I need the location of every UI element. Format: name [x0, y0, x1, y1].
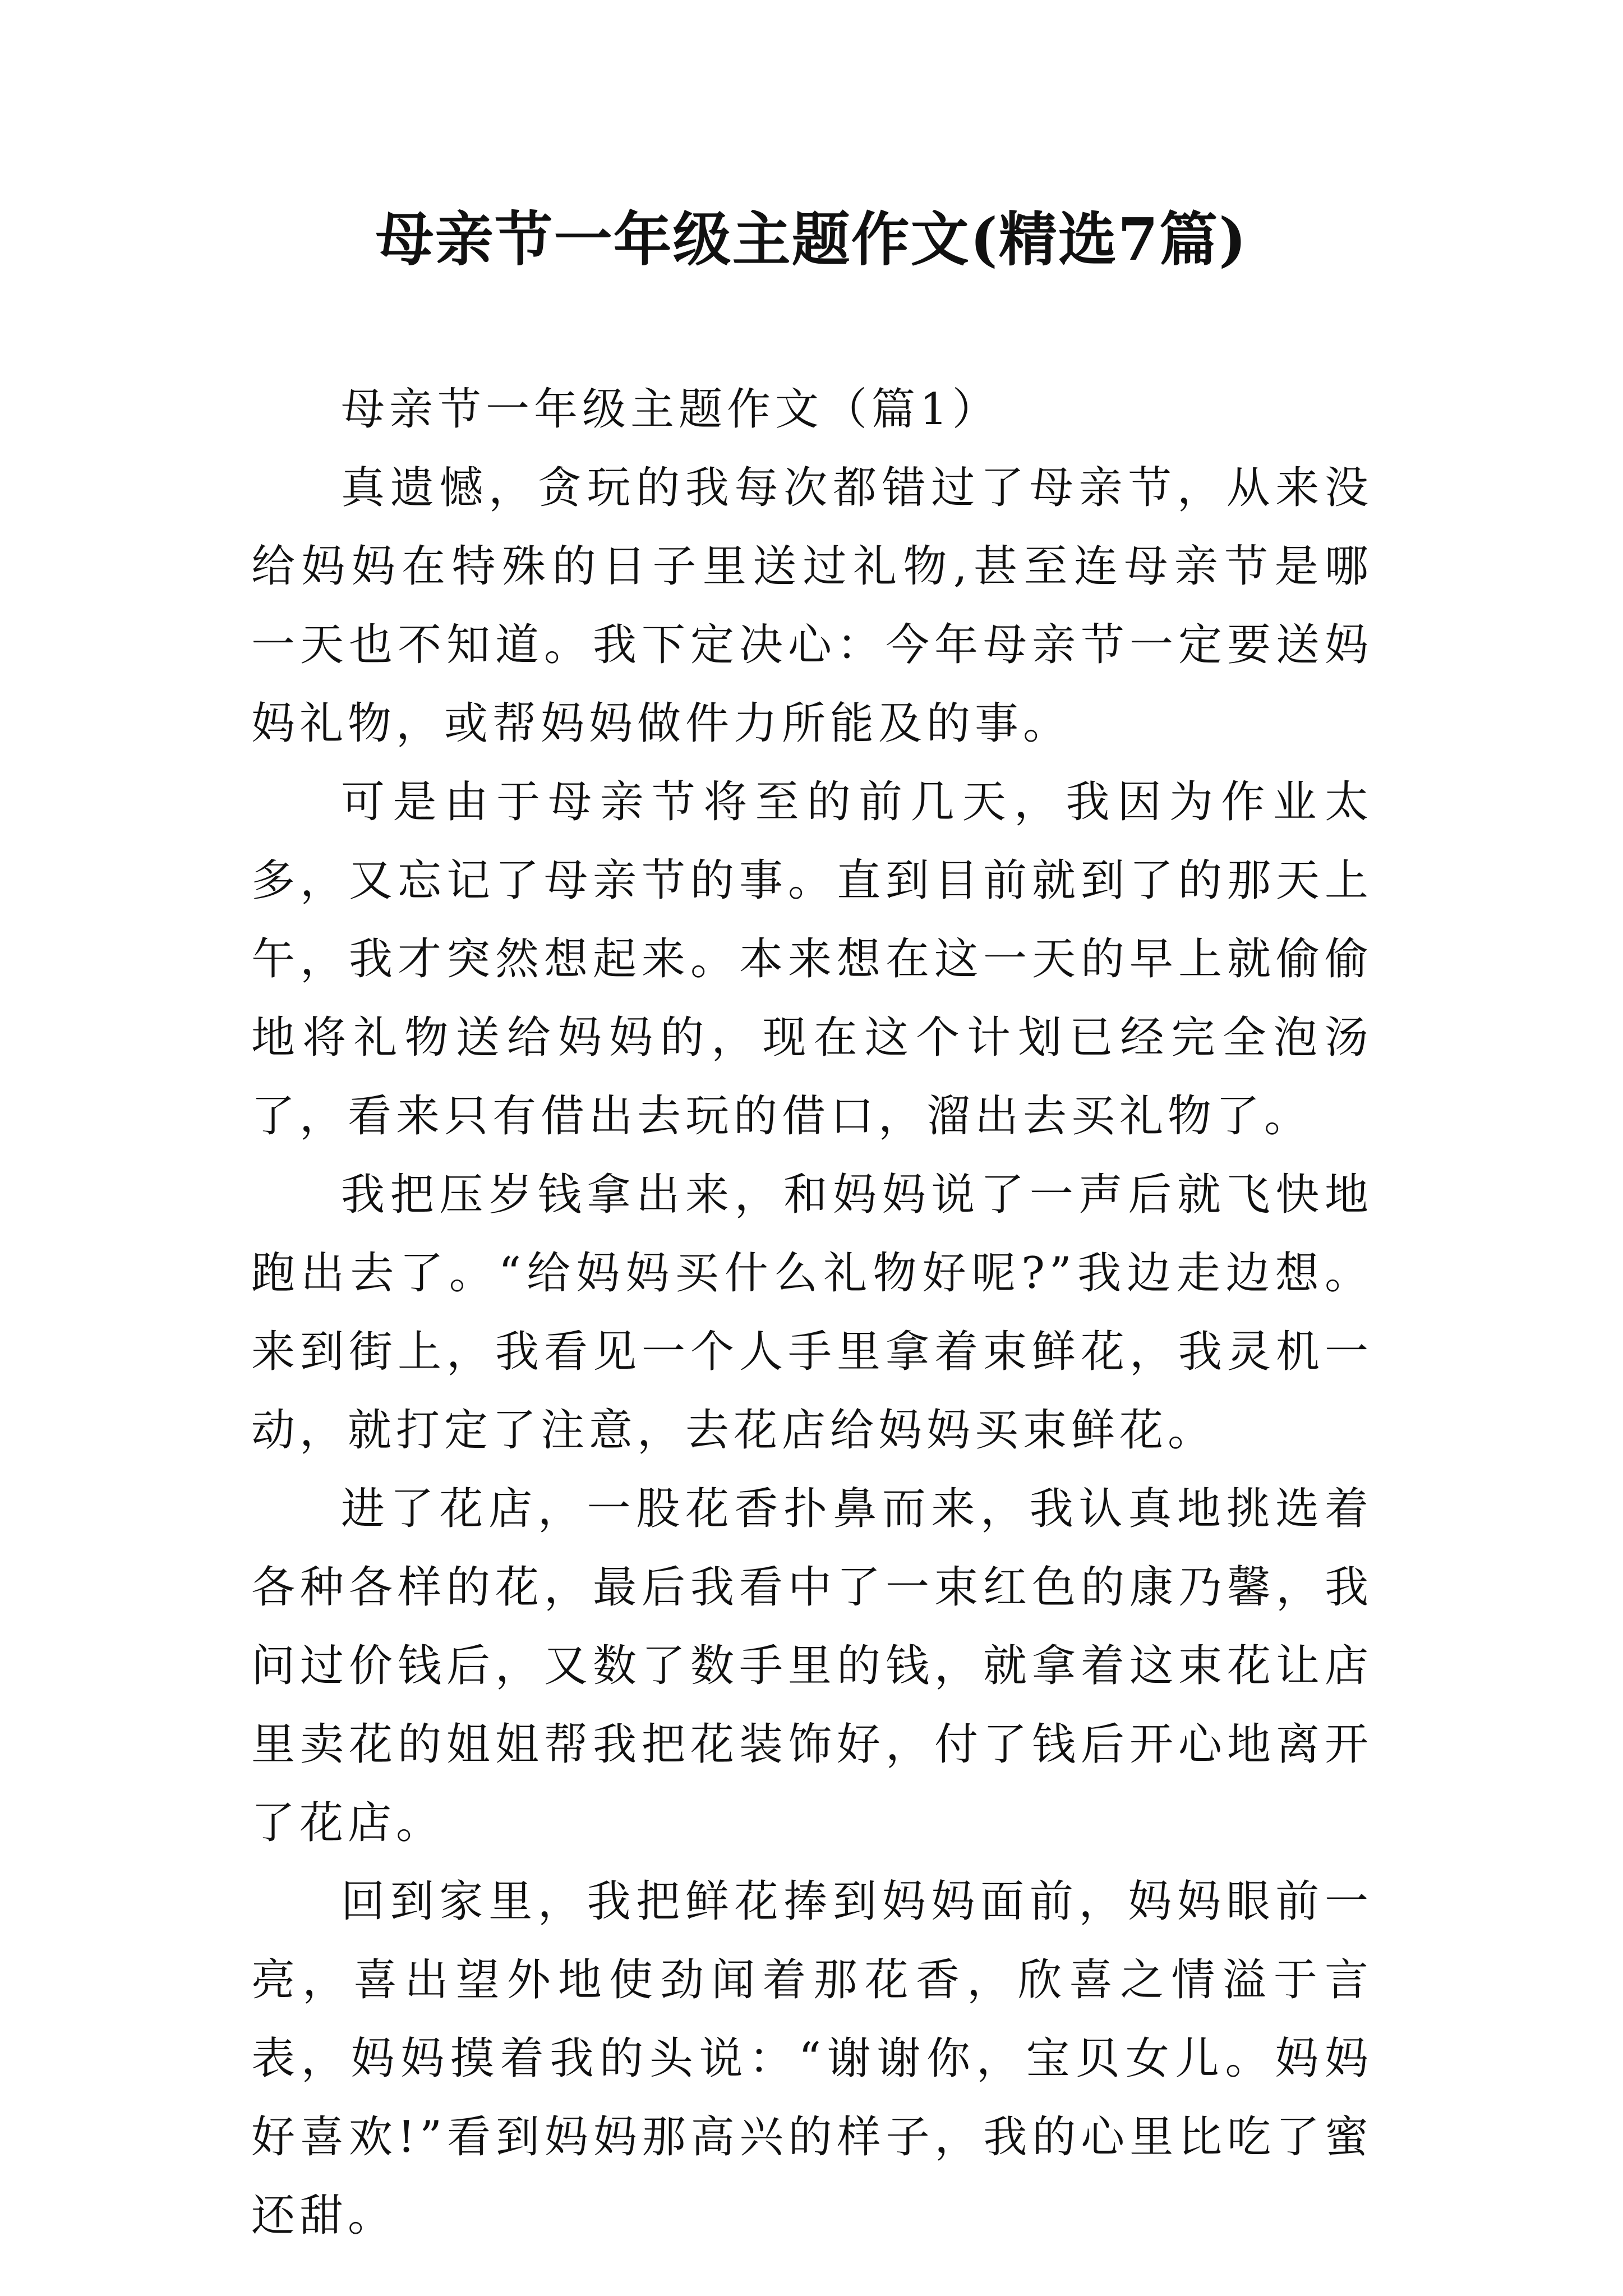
paragraph: 可是由于母亲节将至的前几天，我因为作业太多，又忘记了母亲节的事。直到目前就到了的那天上午，我才突然想起来。本来想在这一天的早上就偷偷地将礼物送给妈妈的，现在这个计划已经完全泡汤了，看来只有借出去玩的借口，溜出去买礼物了。: [251, 777, 1373, 1142]
paragraph: 进了花店，一股花香扑鼻而来，我认真地挑选着各种各样的花，最后我看中了一束红色的康乃馨，我问过价钱后，又数了数手里的钱，就拿着这束花让店里卖花的姐姐帮我把花装饰好，付了钱后开心地离开了花店。: [251, 1484, 1373, 1848]
paragraph: 真遗憾，贪玩的我每次都错过了母亲节，从来没给妈妈在特殊的日子里送过礼物,甚至连母亲节是哪一天也不知道。我下定决心：今年母亲节一定要送妈妈礼物，或帮妈妈做件力所能及的事。: [251, 463, 1373, 749]
document-body: [251, 370, 1373, 2255]
paragraph: 回到家里，我把鲜花捧到妈妈面前，妈妈眼前一亮，喜出望外地使劲闻着那花香，欣喜之情溢于言表，妈妈摸着我的头说：“谢谢你，宝贝女儿。妈妈好喜欢!”看到妈妈那高兴的样子，我的心里比吃了蜜还甜。: [251, 1876, 1373, 2241]
document-title: 母亲节一年级主题作文(精选7篇): [375, 205, 1248, 274]
section-heading: 母亲节一年级主题作文（篇1）: [341, 384, 1000, 435]
paragraph: 我把压岁钱拿出来，和妈妈说了一声后就飞快地跑出去了。“给妈妈买什么礼物好呢?”我边走边想。来到街上，我看见一个人手里拿着束鲜花，我灵机一动，就打定了注意，去花店给妈妈买束鲜花。: [251, 1170, 1373, 1456]
